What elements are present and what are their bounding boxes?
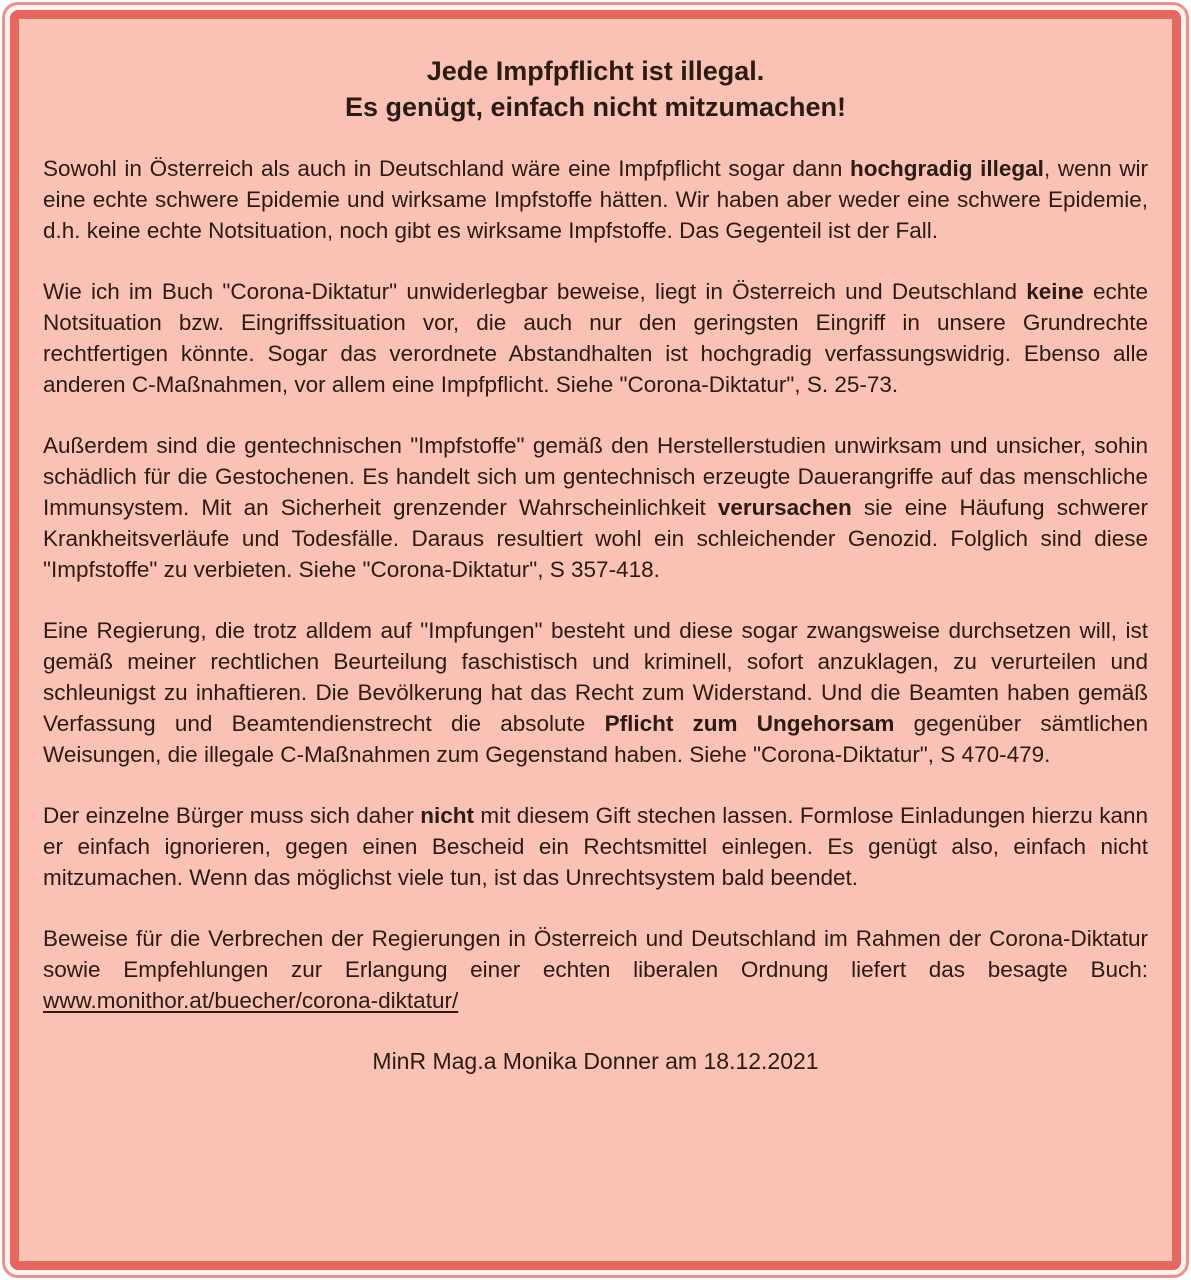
body-text: Wie ich im Buch "Corona-Diktatur" unwiderlegbar beweise, liegt in Österreich und Deutschland xyxy=(43,279,1027,304)
emphasis-text: keine xyxy=(1026,279,1084,304)
emphasis-text: Pflicht zum Ungehorsam xyxy=(604,711,895,736)
flyer-paragraph xyxy=(43,615,1148,770)
emphasis-text: nicht xyxy=(420,803,474,828)
flyer-title-line1: Jede Impfpflicht ist illegal. xyxy=(426,56,765,86)
flyer-title xyxy=(43,53,1148,125)
flyer-panel xyxy=(10,10,1181,1270)
flyer-paragraph xyxy=(43,800,1148,893)
body-text: Außerdem sind die gentechnischen "Impfstoffe" gemäß den Herstellerstudien unwirksam und unsicher, sohin schädlich für die Gestochenen. Es handelt sich um gentechnisch erzeugte Dauerangriffe auf das menschliche Immunsystem. Mit an Sicherheit grenzender Wahrscheinlichkeit xyxy=(43,433,1148,520)
body-text: echte Notsituation bzw. Eingriffssituation vor, die auch nur den geringsten Eingriff in unsere Grundrechte rechtfertigen könnte. Sogar das verordnete Abstandhalten ist hochgradig verfassungswidrig. Ebenso alle anderen C-Maßnahmen, vor allem eine Impfpflicht. Siehe "Corona-Diktatur", S. 25-73. xyxy=(43,279,1148,397)
flyer-paragraph xyxy=(43,923,1148,1016)
body-text: gegenüber sämtlichen Weisungen, die illegale C-Maßnahmen zum Gegenstand haben. Siehe "Corona-Diktatur", S 470-479. xyxy=(43,711,1148,767)
flyer-paragraph xyxy=(43,276,1148,400)
emphasis-text: verursachen xyxy=(717,495,852,520)
emphasis-text: hochgradig illegal xyxy=(850,156,1044,181)
body-text: mit diesem Gift stechen lassen. Formlose Einladungen hierzu kann er einfach ignorieren, gegen einen Bescheid ein Rechtsmittel einlegen. Es genügt also, einfach nicht mitzumachen. Wenn das möglichst viele tun, ist das Unrechtsystem bald beendet. xyxy=(43,803,1148,890)
flyer-paragraph xyxy=(43,430,1148,585)
body-text: Beweise für die Verbrechen der Regierungen in Österreich und Deutschland im Rahmen der Corona-Diktatur sowie Empfehlungen zur Erlangung einer echten liberalen Ordnung liefert das besagte Buch: xyxy=(43,926,1148,982)
body-text: sie eine Häufung schwerer Krankheitsverläufe und Todesfälle. Daraus resultiert wohl ein schleichender Genozid. Folglich sind diese "Impfstoffe" zu verbieten. Siehe "Corona-Diktatur", S 357-418. xyxy=(43,495,1148,582)
flyer-paragraph xyxy=(43,153,1148,246)
flyer-paragraphs xyxy=(43,153,1148,1016)
body-text: , wenn wir eine echte schwere Epidemie und wirksame Impfstoffe hätten. Wir haben aber weder eine schwere Epidemie, d.h. keine echte Notsituation, noch gibt es wirksame Impfstoffe. Das Gegenteil ist der Fall. xyxy=(43,156,1148,243)
body-text: Der einzelne Bürger muss sich daher xyxy=(43,803,421,828)
flyer-outer-border xyxy=(2,2,1189,1278)
flyer-signature: MinR Mag.a Monika Donner am 18.12.2021 xyxy=(372,1048,819,1074)
body-text: Eine Regierung, die trotz alldem auf "Impfungen" besteht und diese sogar zwangsweise durchsetzen will, ist gemäß meiner rechtlichen Beurteilung faschistisch und kriminell, sofort anzuklagen, zu verurteilen und schleunigst zu inhaftieren. Die Bevölkerung hat das Recht zum Widerstand. Und die Beamten haben gemäß Verfassung und Beamtendienstrecht die absolute xyxy=(43,618,1148,736)
body-text: Sowohl in Österreich als auch in Deutschland wäre eine Impfpflicht sogar dann xyxy=(43,156,851,181)
book-url-link[interactable]: www.monithor.at/buecher/corona-diktatur/ xyxy=(43,988,459,1013)
flyer-title-line2: Es genügt, einfach nicht mitzumachen! xyxy=(344,92,847,122)
